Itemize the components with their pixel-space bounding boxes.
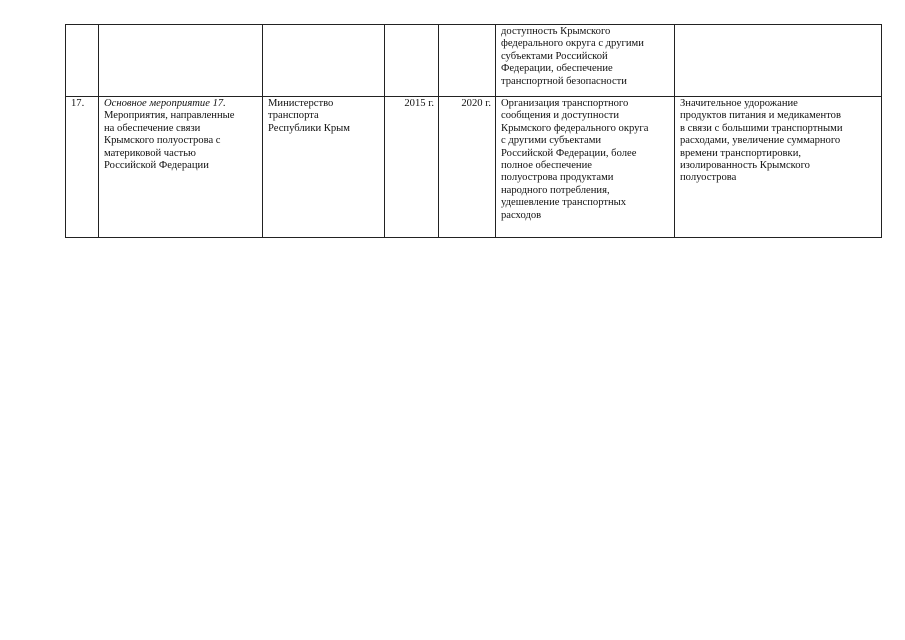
- result-line: полуострова продуктами: [501, 172, 614, 184]
- cell-expected-result: [496, 97, 675, 238]
- cell-row-number: [66, 97, 99, 238]
- result-line: Организация транспортного: [501, 98, 629, 109]
- cell-expected-result-continued: [496, 25, 675, 97]
- program-activities-table: [65, 24, 882, 238]
- result-line: доступность Крымского: [501, 26, 611, 37]
- cell-activity: [99, 97, 263, 238]
- result-line: федерального округа с другими: [501, 38, 644, 50]
- cell-number-empty: [66, 25, 99, 97]
- activity-description-line: на обеспечение связи: [104, 122, 201, 134]
- result-line: Крымского федерального округа: [501, 122, 649, 134]
- consequence-line: продуктов питания и медикаментов: [680, 110, 841, 122]
- consequence-line: времени транспортировки,: [680, 147, 802, 159]
- activity-description-line: материковой частью: [104, 147, 196, 159]
- cell-end-year: [439, 97, 496, 238]
- consequence-line: Значительное удорожание: [680, 98, 798, 109]
- consequence-line: в связи с большими транспортными: [680, 122, 843, 134]
- consequence-line: расходами, увеличение суммарного: [680, 135, 841, 147]
- table-row-17: [66, 97, 882, 238]
- table-row-continued: [66, 25, 882, 97]
- row-number: 17.: [71, 98, 85, 109]
- activity-description-line: Крымского полуострова с: [104, 135, 221, 147]
- result-line: транспортной безопасности: [501, 75, 627, 87]
- cell-end-year-empty: [439, 25, 496, 97]
- cell-activity-empty: [99, 25, 263, 97]
- cell-executor-empty: [263, 25, 385, 97]
- start-year: 2015 г.: [404, 98, 434, 109]
- result-line: удешевление транспортных: [501, 197, 627, 209]
- activity-title: Основное мероприятие 17.: [104, 98, 226, 109]
- activity-description-line: Мероприятия, направленные: [104, 110, 235, 122]
- executor-line: Министерство: [268, 98, 334, 109]
- result-line: полное обеспечение: [501, 160, 592, 172]
- end-year: 2020 г.: [461, 98, 491, 109]
- result-line: Российской Федерации, более: [501, 147, 637, 159]
- consequence-line: изолированность Крымского: [680, 160, 810, 172]
- result-line: народного потребления,: [501, 184, 610, 196]
- activity-description-line: Российской Федерации: [104, 160, 209, 172]
- executor-line: транспорта: [268, 110, 319, 122]
- result-line: субъектами Российской: [501, 50, 608, 62]
- consequence-line: полуострова: [680, 172, 737, 184]
- cell-start-year-empty: [385, 25, 439, 97]
- cell-start-year: [385, 97, 439, 238]
- result-line: расходов: [501, 209, 542, 221]
- result-line: с другими субъектами: [501, 135, 602, 147]
- cell-executor: [263, 97, 385, 238]
- cell-consequences: [675, 97, 882, 238]
- cell-consequences-empty: [675, 25, 882, 97]
- executor-line: Республики Крым: [268, 122, 350, 134]
- result-line: Федерации, обеспечение: [501, 63, 613, 75]
- result-line: сообщения и доступности: [501, 110, 620, 122]
